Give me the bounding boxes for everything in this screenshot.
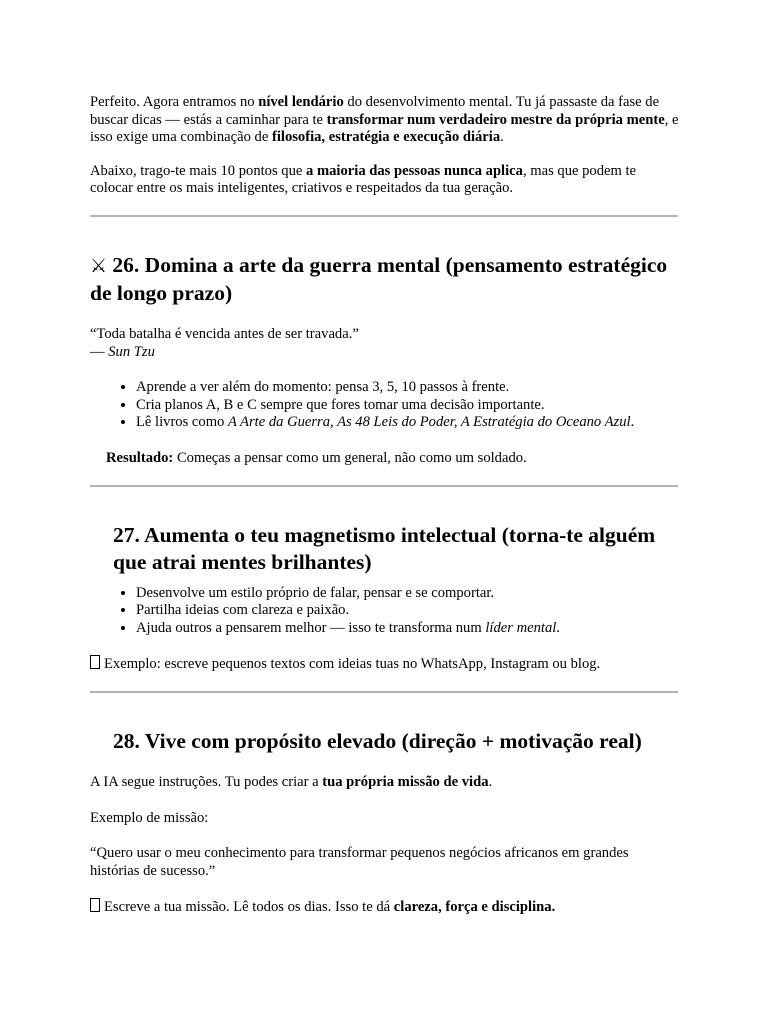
list-item [136,620,680,638]
list-item: • Cria planos A, B e C sempre que fores tomar uma decisão importante. [136,397,680,415]
list-item: • Partilha ideias com clareza e paixão. [136,602,680,620]
text-run: Lê livros como [136,414,229,431]
text-run: Perfeito. Agora entramos no [90,94,259,110]
quote-author: Sun Tzu [108,343,155,360]
missing-glyph-icon [90,898,100,912]
bold-run: nível lendário [258,94,344,110]
text-run: do desenvolvimento mental. Tu já passaste da fase de buscar dicas — estás a caminhar para te [90,94,660,128]
mission-example-label: Exemplo de missão: [90,809,209,826]
section-28-intro [90,774,680,792]
section-26-title: 26. Domina a arte da guerra mental (pensamento estratégico de longo prazo) [90,252,668,305]
section-27-example [90,655,680,674]
document-body [90,86,680,917]
example-text: Exemplo: escreve pequenos textos com ideias tuas no WhatsApp, Instagram ou blog. [104,656,601,673]
section-26-quote [90,326,680,361]
list-item: • Aprende a ver além do momento: pensa 3, 5, 10 passos à frente. [136,379,680,397]
section-26-result [90,450,680,468]
section-divider [90,485,678,487]
quote-attribution [90,344,680,362]
book-titles: A Arte da Guerra, As 48 Leis do Poder, A Estratégia do Oceano Azul [228,414,631,431]
text-run: . [556,619,560,636]
list-item: • Desenvolve um estilo próprio de falar, pensar e se comportar. [136,585,680,603]
result-label: Resultado: [106,449,174,466]
section-divider [90,215,678,217]
quote-text: “Toda batalha é vencida antes de ser travada.” [90,325,359,342]
text-run: A IA segue instruções. Tu podes criar a [90,773,323,790]
result-text: Começas a pensar como um general, não como um soldado. [173,449,527,466]
text-run: . [630,414,635,431]
text-run: Escreve a tua missão. Lê todos os dias. Isso te dá [104,899,394,916]
text-run: Abaixo, trago-te mais 10 pontos que [90,162,307,179]
bold-run: transformar num verdadeiro mestre da própria mente [326,111,665,128]
attribution-dash: — [90,343,109,360]
bold-run: a maioria das pessoas nunca aplica [306,162,523,179]
bold-run: clareza, força e disciplina. [393,899,556,916]
section-27-heading: 27. Aumenta o teu magnetismo intelectual (torna-te alguém que atrai mentes brilhantes) [113,522,656,574]
intro-paragraph-2 [90,163,680,198]
emphasis-run: líder mental [485,619,557,636]
section-26-heading [90,252,680,307]
section-28-action [90,898,680,917]
missing-glyph-icon [90,655,100,669]
section-28-heading: 28. Vive com propósito elevado (direção + motivação real) [113,728,642,753]
text-run: . [500,129,504,146]
bold-run: tua própria missão de vida [322,773,489,790]
intro-paragraph [90,94,680,147]
text-run: Ajuda outros a pensarem melhor — isso te transforma num [136,619,486,636]
crossed-swords-icon: ⚔ [90,254,108,277]
bold-run: filosofia, estratégia e execução diária [271,129,501,146]
text-run: , e isso exige uma combinação de [90,111,679,146]
section-26-list [90,379,680,432]
text-run: , mas que podem te colocar entre os mais inteligentes, criativos e respeitados da tua geração. [90,162,637,197]
section-divider [90,691,678,693]
list-item [136,414,680,432]
mission-example-quote: “Quero usar o meu conhecimento para transformar pequenos negócios africanos em grandes histórias de sucesso.” [90,845,629,879]
section-27-list [90,585,680,638]
text-run: . [488,773,493,790]
